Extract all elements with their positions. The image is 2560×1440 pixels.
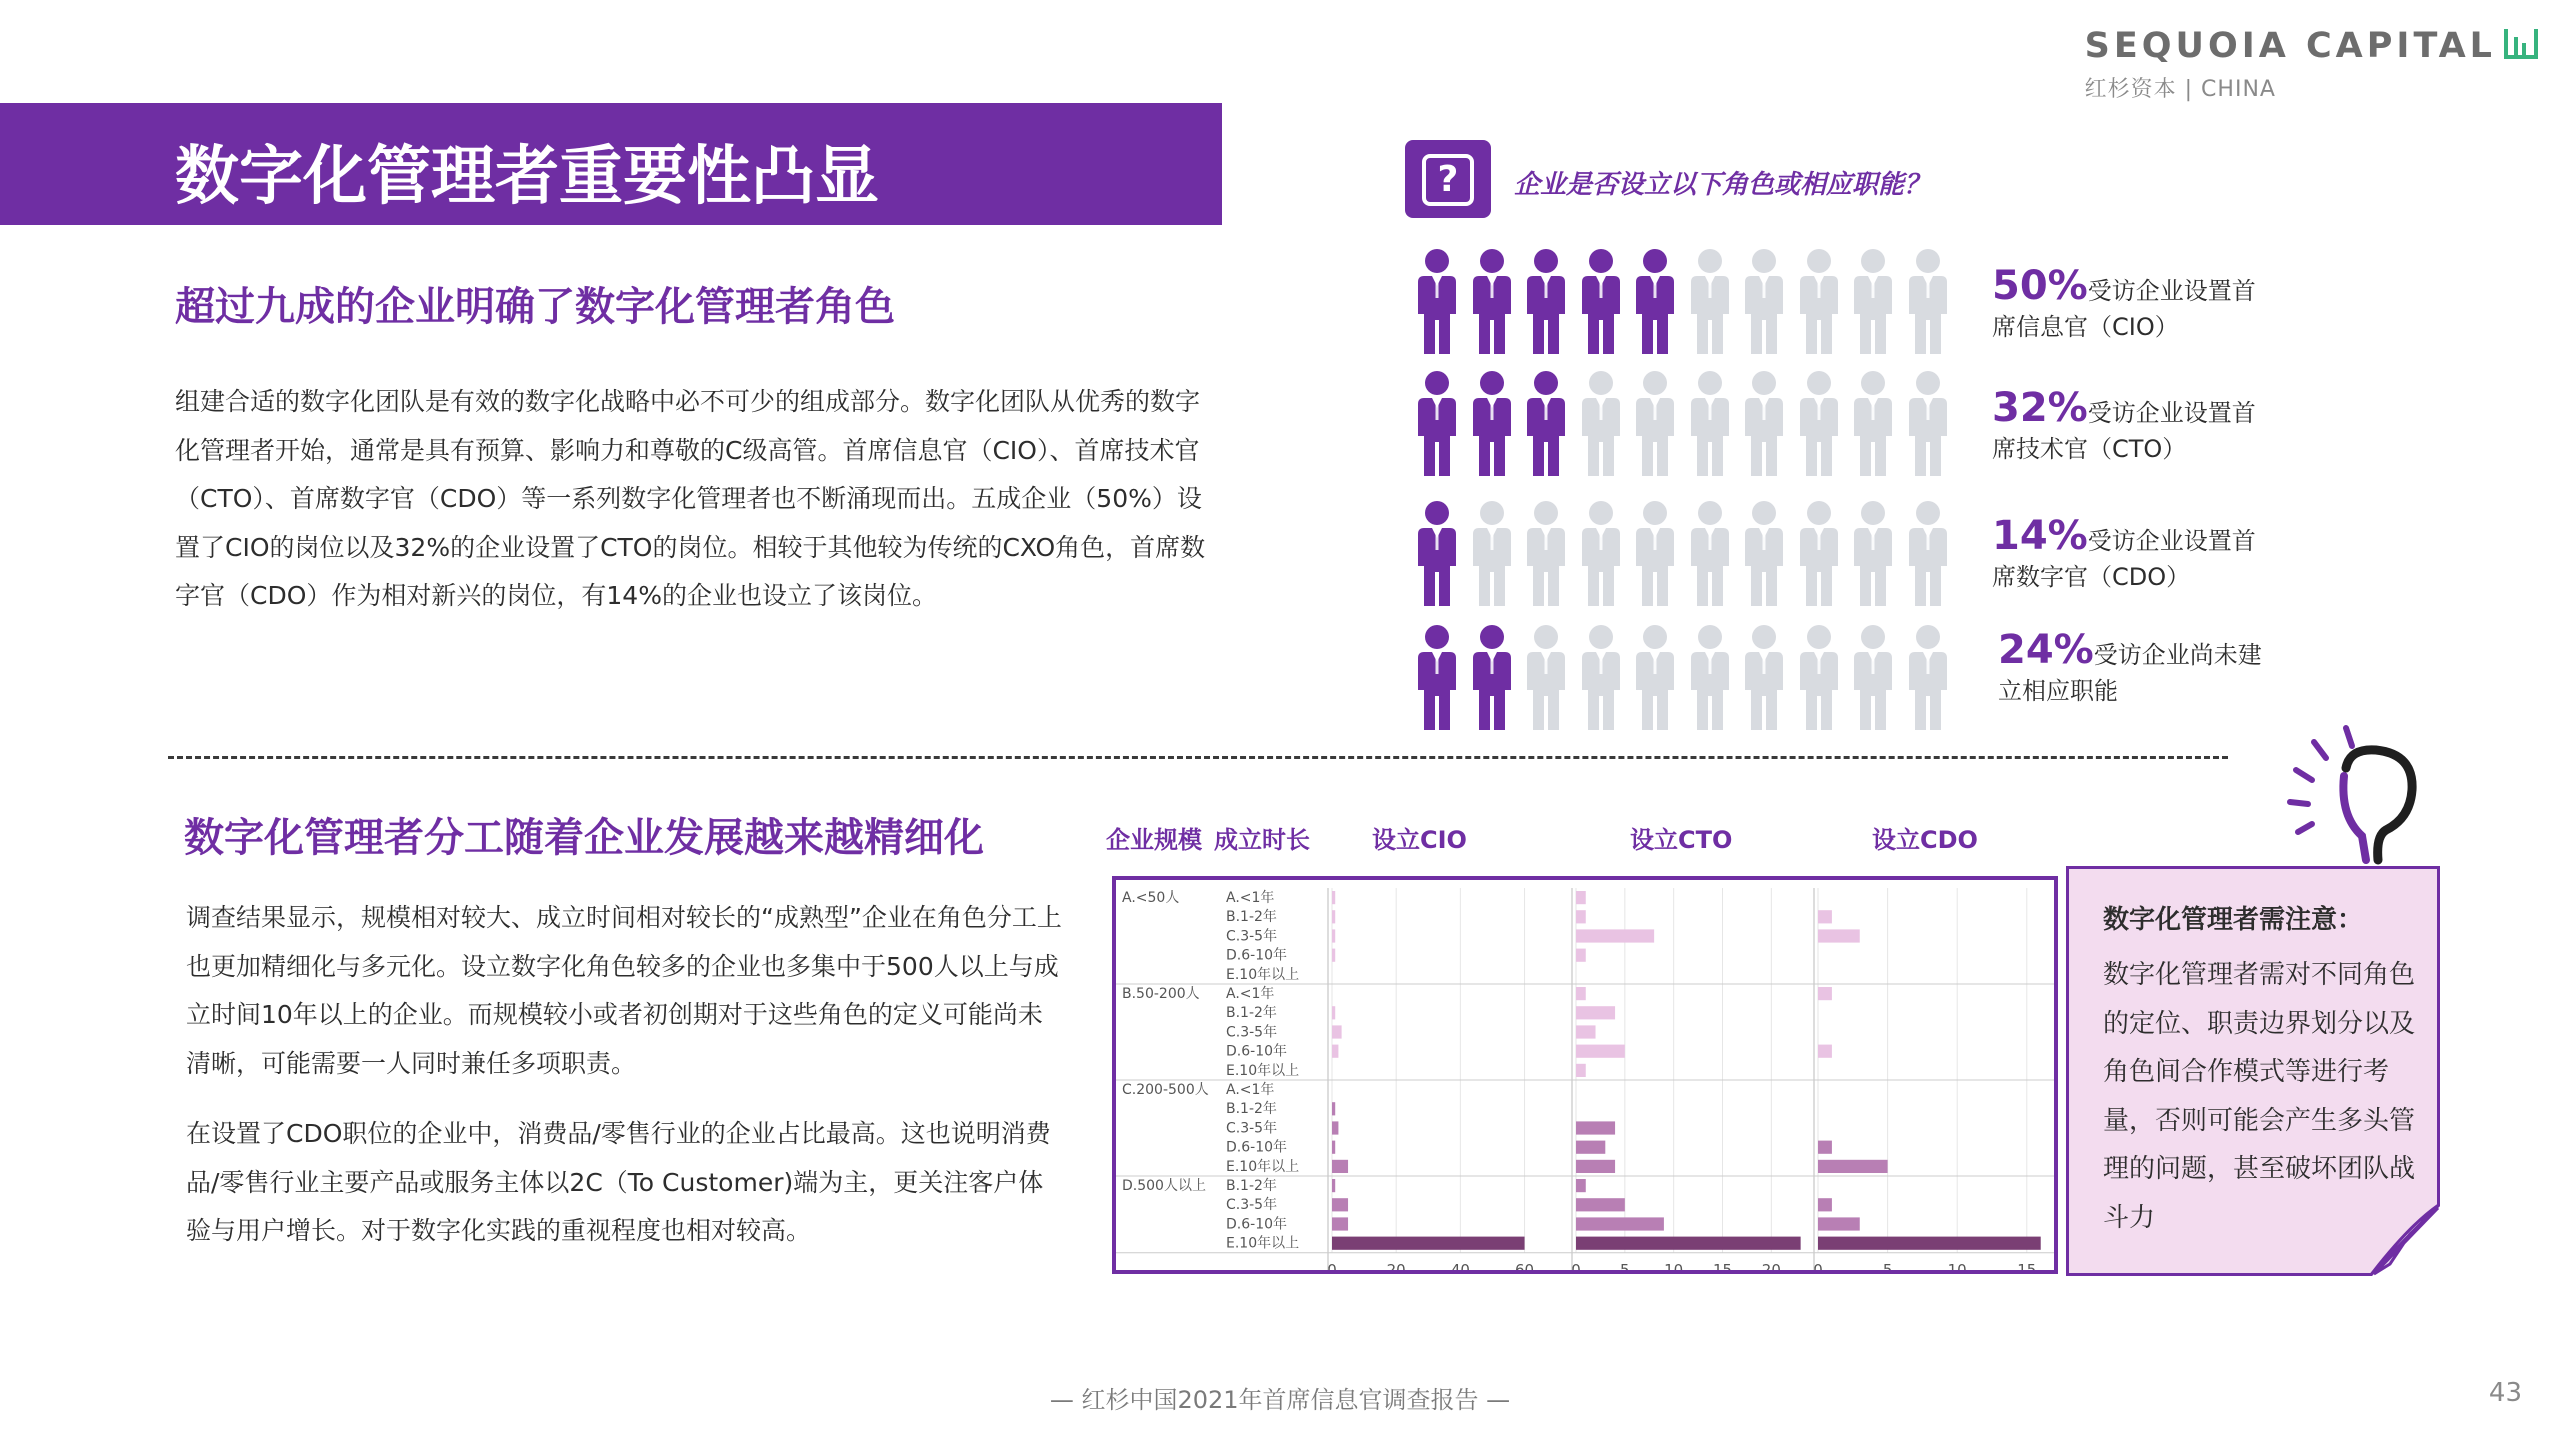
person-filled-icon	[1519, 248, 1573, 356]
chart-bar	[1576, 1217, 1664, 1230]
stat-cto-pct: 32%	[1992, 385, 2088, 431]
person-filled-icon	[1465, 624, 1519, 732]
title-band	[0, 103, 1222, 225]
stat-none-text2: 立相应职能	[1998, 677, 2118, 705]
person-empty-icon	[1683, 500, 1737, 608]
chart-bar	[1332, 1198, 1348, 1211]
chart-bar	[1332, 1217, 1348, 1230]
chart-bar	[1332, 891, 1335, 904]
chart-group-label: A.<50人	[1122, 890, 1180, 906]
person-empty-icon	[1901, 500, 1955, 608]
chart-category-label: D.6-10年	[1226, 1139, 1288, 1156]
person-filled-icon	[1465, 370, 1519, 478]
person-empty-icon	[1737, 624, 1791, 732]
chart-tick-label: 10	[1947, 1260, 1967, 1270]
person-empty-icon	[1901, 370, 1955, 478]
chart-bar	[1332, 1025, 1342, 1038]
chart-bar	[1576, 1006, 1615, 1019]
chart-bar	[1576, 1198, 1625, 1211]
chart-tick-label: 60	[1515, 1260, 1535, 1270]
chart-bar	[1576, 1064, 1586, 1077]
person-empty-icon	[1792, 248, 1846, 356]
chart-canvas	[1116, 880, 2054, 1270]
chart-category-label: D.6-10年	[1226, 1216, 1288, 1233]
person-empty-icon	[1683, 248, 1737, 356]
chart-category-label: D.6-10年	[1226, 947, 1288, 964]
chart-tick-label: 15	[1712, 1260, 1733, 1270]
chart-bar	[1332, 1121, 1338, 1134]
chart-category-label: B.1-2年	[1226, 1101, 1277, 1118]
chart-bar	[1332, 910, 1335, 923]
chart-bar	[1332, 1237, 1525, 1250]
chart-bar	[1576, 1179, 1586, 1192]
chart-bar	[1576, 1160, 1615, 1173]
section1-body: 组建合适的数字化团队是有效的数字化战略中必不可少的组成部分。数字化团队从优秀的数字化管理者开始，通常是具有预算、影响力和尊敬的C级高管。首席信息官（CIO）、首席技术官（CTO）、首席数字官（CDO）等一系列数字化管理者也不断涌现而出。五成企业（50%）设置了CIO的岗位以及32%的企业设置了CTO的岗位。相较于其他较为传统的CXO角色，首席数字官（CDO）作为相对新兴的岗位，有14%的企业也设立了该岗位。	[175, 387, 1206, 610]
section2-heading: 数字化管理者分工随着企业发展越来越精细化	[184, 815, 984, 861]
chart-bar	[1332, 1045, 1338, 1058]
chart-category-label: A.<1年	[1226, 1082, 1275, 1098]
stat-none	[1998, 627, 2262, 709]
chart-category-label: E.10年以上	[1226, 1235, 1300, 1252]
stat-cdo-pct: 14%	[1992, 513, 2088, 559]
notice-card	[2066, 866, 2440, 1276]
chart-bar	[1576, 1045, 1625, 1058]
person-empty-icon	[1846, 248, 1900, 356]
person-filled-icon	[1574, 248, 1628, 356]
chart-bar	[1818, 1160, 1888, 1173]
chart-tick-label: 10	[1664, 1260, 1684, 1270]
person-empty-icon	[1792, 500, 1846, 608]
stat-cdo-text2: 席数字官（CDO）	[1992, 563, 2191, 591]
chart-bar	[1818, 1045, 1832, 1058]
chart-bar	[1576, 1121, 1615, 1134]
chart-category-label: B.1-2年	[1226, 1178, 1277, 1194]
chart-bar	[1576, 910, 1586, 923]
person-empty-icon	[1628, 624, 1682, 732]
question-text: 企业是否设立以下角色或相应职能？	[1514, 170, 1931, 200]
chart-category-label: E.10年以上	[1226, 966, 1300, 983]
chart-bar	[1818, 1141, 1832, 1154]
chart-category-label: D.6-10年	[1226, 1043, 1288, 1060]
chart-bar	[1818, 1237, 2041, 1250]
chart-bar	[1576, 949, 1586, 962]
person-filled-icon	[1465, 248, 1519, 356]
person-empty-icon	[1737, 500, 1791, 608]
person-empty-icon	[1737, 248, 1791, 356]
chart-category-label: E.10年以上	[1226, 1158, 1300, 1175]
question-icon: ?	[1405, 140, 1491, 218]
stat-cto-text2: 席技术官（CTO）	[1992, 435, 2187, 463]
stat-cio-text2: 席信息官（CIO）	[1992, 313, 2179, 341]
person-empty-icon	[1846, 370, 1900, 478]
chart-bar	[1818, 910, 1832, 923]
chart-bar	[1332, 1102, 1335, 1115]
page-curl-icon	[2370, 1204, 2440, 1276]
chart-bar	[1818, 1198, 1832, 1211]
person-empty-icon	[1574, 370, 1628, 478]
chart-tick-label: 20	[1386, 1260, 1406, 1270]
chart-tick-label: 5	[1620, 1260, 1630, 1270]
chart-bar	[1576, 929, 1654, 942]
person-empty-icon	[1901, 624, 1955, 732]
stat-cio-pct: 50%	[1992, 263, 2088, 309]
chart-category-label: C.3-5年	[1226, 928, 1278, 945]
chart-category-label: B.1-2年	[1226, 909, 1277, 926]
footer: — 红杉中国2021年首席信息官调查报告 —	[1049, 1386, 1511, 1414]
chart-category-label: A.<1年	[1226, 986, 1275, 1002]
chart-group-label: B.50-200人	[1122, 986, 1200, 1002]
person-empty-icon	[1792, 370, 1846, 478]
person-empty-icon	[1901, 248, 1955, 356]
chart-tick-label: 5	[1882, 1260, 1893, 1270]
person-empty-icon	[1683, 624, 1737, 732]
person-filled-icon	[1410, 248, 1464, 356]
person-row-cto	[1410, 370, 1950, 478]
chart-tick-label: 20	[1761, 1260, 1781, 1270]
person-empty-icon	[1846, 500, 1900, 608]
chart-header-cio: 设立CIO	[1372, 826, 1467, 854]
chart-header-age: 成立时长	[1214, 826, 1310, 854]
stat-cto-text1: 受访企业设置首	[2087, 399, 2256, 427]
chart-bar	[1332, 929, 1335, 942]
stat-cio	[1992, 263, 2256, 345]
person-empty-icon	[1574, 624, 1628, 732]
sequoia-logo-icon	[2504, 29, 2538, 59]
stat-cto	[1992, 385, 2256, 467]
chart-category-label: A.<1年	[1226, 890, 1275, 906]
stat-cdo	[1992, 513, 2256, 595]
person-empty-icon	[1519, 500, 1573, 608]
chart-bar	[1332, 1141, 1335, 1154]
person-empty-icon	[1519, 624, 1573, 732]
person-filled-icon	[1628, 248, 1682, 356]
person-filled-icon	[1410, 624, 1464, 732]
chart-bar	[1576, 987, 1586, 1000]
section-divider	[168, 756, 2228, 759]
section1-heading: 超过九成的企业明确了数字化管理者角色	[175, 284, 895, 330]
person-row-cdo	[1410, 500, 1950, 608]
chart-header-cdo: 设立CDO	[1872, 826, 1978, 854]
chart-tick-label: 15	[2017, 1260, 2037, 1270]
person-empty-icon	[1628, 370, 1682, 478]
brand-name: SEQUOIA CAPITAL	[2084, 26, 2496, 66]
page-number: 43	[2488, 1378, 2522, 1408]
person-filled-icon	[1410, 500, 1464, 608]
role-distribution-chart	[1112, 876, 2058, 1274]
section2-body1: 调查结果显示，规模相对较大、成立时间相对较长的“成熟型”企业在角色分工上也更加精细化与多元化。设立数字化角色较多的企业也多集中于500人以上与成立时间10年以上的企业。而规模较小或者初创期对于这些角色的定义可能尚未清晰，可能需要一人同时兼任多项职责。	[186, 903, 1062, 1078]
person-empty-icon	[1792, 624, 1846, 732]
person-empty-icon	[1737, 370, 1791, 478]
chart-tick-label: 0	[1813, 1260, 1823, 1270]
chart-group-label: C.200-500人	[1122, 1082, 1209, 1098]
chart-bar	[1332, 949, 1335, 962]
section2-body2: 在设置了CDO职位的企业中，消费品/零售行业的企业占比最高。这也说明消费品/零售行业主要产品或服务主体以2C（To Customer)端为主，更关注客户体验与用户增长。对于数字化实践的重视程度也相对较高。	[186, 1119, 1051, 1245]
brand-sub: 红杉资本 | CHINA	[2084, 77, 2276, 102]
chart-tick-label: 0	[1571, 1260, 1581, 1270]
chart-bar	[1576, 1025, 1596, 1038]
chart-category-label: B.1-2年	[1226, 1005, 1277, 1022]
stat-cdo-text1: 受访企业设置首	[2087, 527, 2256, 555]
person-empty-icon	[1465, 500, 1519, 608]
chart-group-label: D.500人以上	[1122, 1178, 1206, 1194]
chart-bar	[1818, 929, 1860, 942]
person-empty-icon	[1574, 500, 1628, 608]
chart-bar	[1818, 1217, 1860, 1230]
person-empty-icon	[1628, 500, 1682, 608]
chart-header-size: 企业规模	[1106, 826, 1202, 854]
person-row-cio	[1410, 248, 1950, 356]
stat-cio-text1: 受访企业设置首	[2087, 277, 2256, 305]
notice-body: 数字化管理者需对不同角色的定位、职责边界划分以及角色间合作模式等进行考量，否则可能会产生多头管理的问题，甚至破坏团队战斗力	[2103, 960, 2416, 1233]
chart-bar	[1332, 1179, 1335, 1192]
notice-title: 数字化管理者需注意：	[2103, 905, 2364, 935]
person-empty-icon	[1683, 370, 1737, 478]
stat-none-pct: 24%	[1998, 627, 2094, 673]
chart-bar	[1818, 987, 1832, 1000]
chart-bar	[1332, 1160, 1348, 1173]
chart-bar	[1332, 1006, 1335, 1019]
chart-bar	[1576, 1141, 1605, 1154]
stat-none-text1: 受访企业尚未建	[2093, 641, 2262, 669]
chart-bar	[1576, 891, 1586, 904]
chart-tick-label: 40	[1450, 1260, 1470, 1270]
chart-header-cto: 设立CTO	[1630, 826, 1733, 854]
chart-category-label: C.3-5年	[1226, 1120, 1278, 1137]
person-filled-icon	[1410, 370, 1464, 478]
chart-category-label: E.10年以上	[1226, 1062, 1300, 1079]
chart-tick-label: 0	[1327, 1260, 1337, 1270]
page-title: 数字化管理者重要性凸显	[175, 140, 879, 214]
chart-bar	[1576, 1237, 1801, 1250]
person-filled-icon	[1519, 370, 1573, 478]
chart-category-label: C.3-5年	[1226, 1197, 1278, 1214]
chart-category-label: C.3-5年	[1226, 1024, 1278, 1041]
person-row-none	[1410, 624, 1950, 732]
brand-logo	[2085, 26, 2538, 103]
person-empty-icon	[1846, 624, 1900, 732]
